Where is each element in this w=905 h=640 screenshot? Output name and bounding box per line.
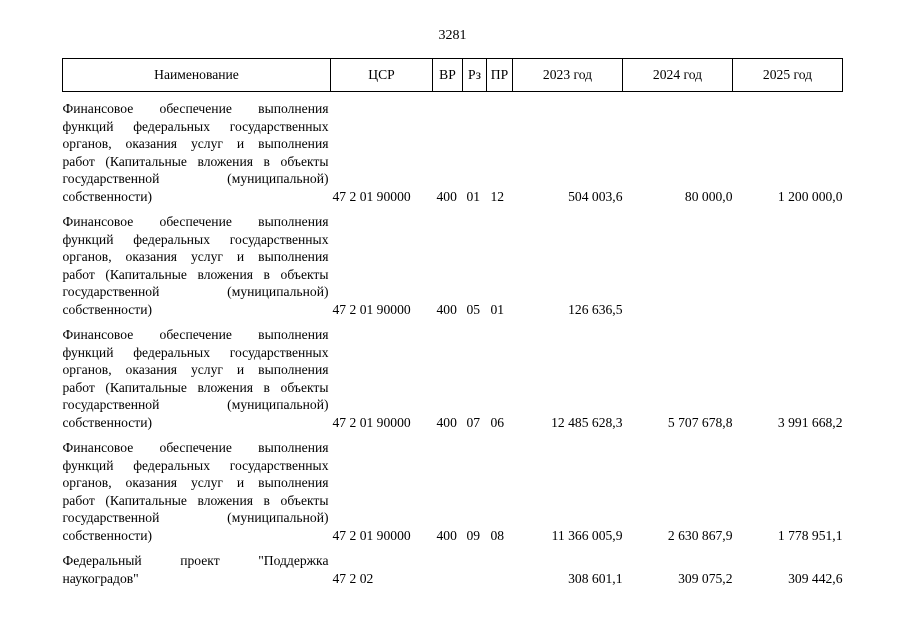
row-amount-2024: 2 630 867,9	[667, 527, 733, 543]
row-spacer	[63, 544, 843, 552]
table-row	[63, 552, 843, 587]
row-pr: 08	[490, 527, 505, 543]
row-name-line: функций федеральных государственных	[62, 231, 329, 247]
row-name-line: работ (Капитальные вложения в объекты	[62, 153, 329, 169]
row-name-line: Финансовое обеспечение выполнения	[62, 101, 329, 116]
header-2023: 2023 год	[513, 59, 623, 92]
row-spacer-cell	[63, 205, 843, 213]
row-vr: 400	[436, 414, 457, 430]
row-spacer-cell	[63, 544, 843, 552]
row-name-line: органов, оказания услуг и выполнения	[62, 249, 329, 264]
row-name-line: государственной (муниципальной)	[62, 397, 329, 412]
header-vr: ВР	[433, 59, 463, 92]
header-csr: ЦСР	[331, 59, 433, 92]
row-name-line: государственной (муниципальной)	[62, 510, 329, 525]
row-pr: 01	[490, 301, 505, 317]
row-spacer	[63, 205, 843, 213]
row-amount-2023: 126 636,5	[568, 301, 623, 317]
row-name-line: собственности)	[62, 414, 153, 430]
row-pr: 06	[490, 414, 505, 430]
row-amount-2025	[733, 213, 843, 318]
row-name-line: собственности)	[62, 188, 153, 204]
row-vr	[433, 552, 463, 587]
row-spacer-cell	[63, 92, 843, 101]
row-name-line: органов, оказания услуг и выполнения	[62, 362, 329, 377]
header-pr: ПР	[487, 59, 513, 92]
row-amount-2023: 11 366 005,9	[551, 527, 623, 543]
row-name	[63, 439, 331, 544]
row-amount-2025: 1 200 000,0	[777, 188, 843, 204]
row-amount-2023: 12 485 628,3	[551, 414, 623, 430]
row-csr: 47 2 01 90000	[332, 527, 411, 543]
row-name	[63, 213, 331, 318]
row-vr: 400	[436, 527, 457, 543]
row-name-line: функций федеральных государственных	[62, 344, 329, 360]
table-header	[63, 59, 843, 92]
table-row	[63, 326, 843, 431]
row-name-line: Финансовое обеспечение выполнения	[62, 440, 329, 455]
row-pr	[487, 552, 513, 587]
row-name-line: функций федеральных государственных	[62, 457, 329, 473]
row-name-line: работ (Капитальные вложения в объекты	[62, 492, 329, 508]
row-name-line: наукоградов"	[62, 570, 139, 586]
row-spacer	[63, 318, 843, 326]
row-amount-2025: 309 442,6	[788, 570, 843, 586]
row-vr: 400	[436, 301, 457, 317]
row-rz	[463, 552, 487, 587]
row-rz: 09	[466, 527, 481, 543]
row-name-line: собственности)	[62, 527, 153, 543]
row-name-line: работ (Капитальные вложения в объекты	[62, 379, 329, 395]
row-name-line: Федеральный проект "Поддержка	[62, 553, 329, 568]
table-row	[63, 100, 843, 205]
row-name-line: государственной (муниципальной)	[62, 284, 329, 299]
row-name-line: собственности)	[62, 301, 153, 317]
row-amount-2023: 308 601,1	[568, 570, 623, 586]
row-amount-2024: 5 707 678,8	[667, 414, 733, 430]
row-csr: 47 2 01 90000	[332, 188, 411, 204]
row-name	[63, 326, 331, 431]
row-csr: 47 2 02	[332, 570, 374, 586]
row-rz: 01	[466, 188, 481, 204]
row-amount-2025: 3 991 668,2	[777, 414, 843, 430]
row-name-line: работ (Капитальные вложения в объекты	[62, 266, 329, 282]
row-name	[63, 552, 331, 587]
row-name-line: органов, оказания услуг и выполнения	[62, 136, 329, 151]
page-number: 3281	[438, 28, 467, 43]
row-rz: 07	[466, 414, 481, 430]
header-rz: Рз	[463, 59, 487, 92]
row-spacer-cell	[63, 318, 843, 326]
row-amount-2024: 80 000,0	[684, 188, 733, 204]
row-name-line: органов, оказания услуг и выполнения	[62, 475, 329, 490]
header-name: Наименование	[63, 59, 331, 92]
row-csr: 47 2 01 90000	[332, 301, 411, 317]
row-vr: 400	[436, 188, 457, 204]
row-spacer-cell	[63, 431, 843, 439]
row-amount-2024: 309 075,2	[678, 570, 733, 586]
table-body	[63, 92, 843, 588]
row-amount-2024	[623, 213, 733, 318]
row-name-line: Финансовое обеспечение выполнения	[62, 214, 329, 229]
row-name-line: государственной (муниципальной)	[62, 171, 329, 186]
row-pr: 12	[490, 188, 505, 204]
row-spacer	[63, 431, 843, 439]
row-amount-2023: 504 003,6	[568, 188, 623, 204]
row-spacer	[63, 92, 843, 101]
budget-table	[62, 58, 843, 587]
row-rz: 05	[466, 301, 481, 317]
row-amount-2025: 1 778 951,1	[777, 527, 843, 543]
table-row	[63, 439, 843, 544]
header-2025: 2025 год	[733, 59, 843, 92]
row-name-line: Финансовое обеспечение выполнения	[62, 327, 329, 342]
row-csr: 47 2 01 90000	[332, 414, 411, 430]
table-row	[63, 213, 843, 318]
row-name-line: функций федеральных государственных	[62, 118, 329, 134]
header-2024: 2024 год	[623, 59, 733, 92]
row-name	[63, 100, 331, 205]
